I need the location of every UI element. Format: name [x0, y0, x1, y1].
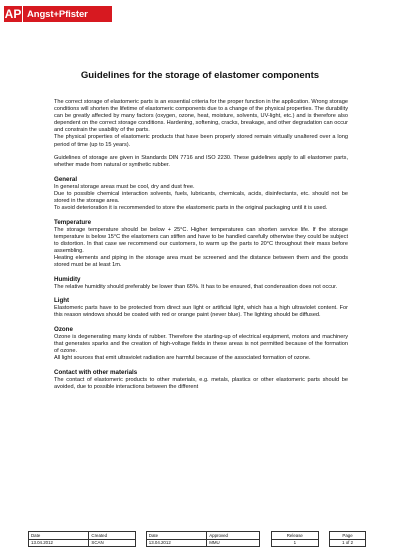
footer-value-page: 1 of 2	[330, 539, 366, 547]
section-heading-light: Light	[54, 297, 70, 305]
section-heading-temperature: Temperature	[54, 218, 92, 226]
section-paragraph: To avoid deterioration it is recommended to store the elastomeric parts in the original packaging until it is used.	[54, 205, 328, 212]
footer-value-date: 13.04.2012	[29, 539, 89, 547]
footer-label-created: Created	[89, 532, 135, 540]
section-paragraph: The storage temperature should be below + 25°C. Higher temperatures can shorten service life. If the storage temperature is below 15°C the elastomers can stiffen and have to be handled carefully otherwise they could be subject to distortion. In that case we recommend our customers, to warm up the parts to 20°C throughout their mass before assembling.	[54, 226, 348, 254]
section-heading-ozone: Ozone	[54, 326, 73, 334]
logo-text: Angst+Pfister	[27, 8, 88, 20]
section-paragraph: In general storage areas must be cool, dry and dust free.	[54, 183, 195, 190]
section-paragraph: Elastomeric parts have to be protected from direct sun light or artificial light, which has a high ultraviolet content. For this reason windows should be coated with red or orange paint (never blue). The lighting should be diffused.	[54, 305, 348, 319]
guidelines-paragraph: Guidelines of storage are given in Standards DIN 7716 and ISO 2230. These guidelines apply to all elastomer parts, whether made from natural or synthetic rubber.	[54, 155, 348, 169]
footer-value-date: 13.04.2012	[146, 539, 206, 547]
section-paragraph: Due to possible chemical interaction solvents, fuels, lubricants, chemicals, acids, disinfectants, etc. should not be stored in the storage area.	[54, 190, 348, 205]
section-heading-humidity: Humidity	[54, 275, 81, 283]
section-heading-general: General	[54, 175, 78, 183]
section-paragraph: The relative humidity should preferably be lower than 65%. It has to be ensured, that condensation does not occur.	[54, 283, 338, 290]
company-logo	[4, 6, 112, 22]
section-paragraph: Heating elements and piping in the storage area must be screened and the distance between them and the goods stored must be at least 1m.	[54, 255, 348, 269]
footer-label-date: Date	[29, 532, 89, 540]
intro-paragraph: The correct storage of elastomeric parts is an essential criteria for the proper function in the application. Wrong storage conditions will shorten the lifetime of elastomeric components due to a change of the physical properties. The durability can be greatly affected by many factors (oxygen, ozone, heat, moisture, solvents, UV-light, etc.) and is therefore also dependent on the correct storage conditions. Hardening, softening, cracks, breakage, and other degradation can occur and constrain the usability of the parts.	[54, 99, 348, 134]
footer-label-date: Date	[146, 532, 206, 540]
section-paragraph: The contact of elastomeric products to other materials, e.g. metals, plastics or other elastomeric parts should be avoided, due to possible interactions between the different	[54, 376, 348, 391]
logo-mark: AP	[4, 7, 22, 21]
footer-value-approved: MMU	[207, 539, 260, 547]
footer-value-release: 1	[271, 539, 318, 547]
section-paragraph: All light sources that emit ultraviolet radiation are harmful because of the associated formation of ozone.	[54, 355, 311, 362]
footer-label-approved: Approved	[207, 532, 260, 540]
document-footer-table	[28, 531, 366, 547]
intro-paragraph: The physical properties of elastomeric products that have been properly stored remain virtually unaltered over a long period of time (up to 15 years).	[54, 134, 348, 148]
footer-label-release: Release	[271, 532, 318, 540]
section-paragraph: Ozone is degenerating many kinds of rubber. Therefore the starting-up of electrical equipment, motors and machinery that generates sparks and the creation of high-voltage fields in these areas is not permitted because of the formation of ozone.	[54, 334, 348, 355]
document-title: Guidelines for the storage of elastomer components	[80, 70, 320, 81]
footer-label-page: Page	[330, 532, 366, 540]
section-heading-contact: Contact with other materials	[54, 368, 138, 376]
document-body	[54, 99, 348, 391]
footer-value-created: SCAN	[89, 539, 135, 547]
